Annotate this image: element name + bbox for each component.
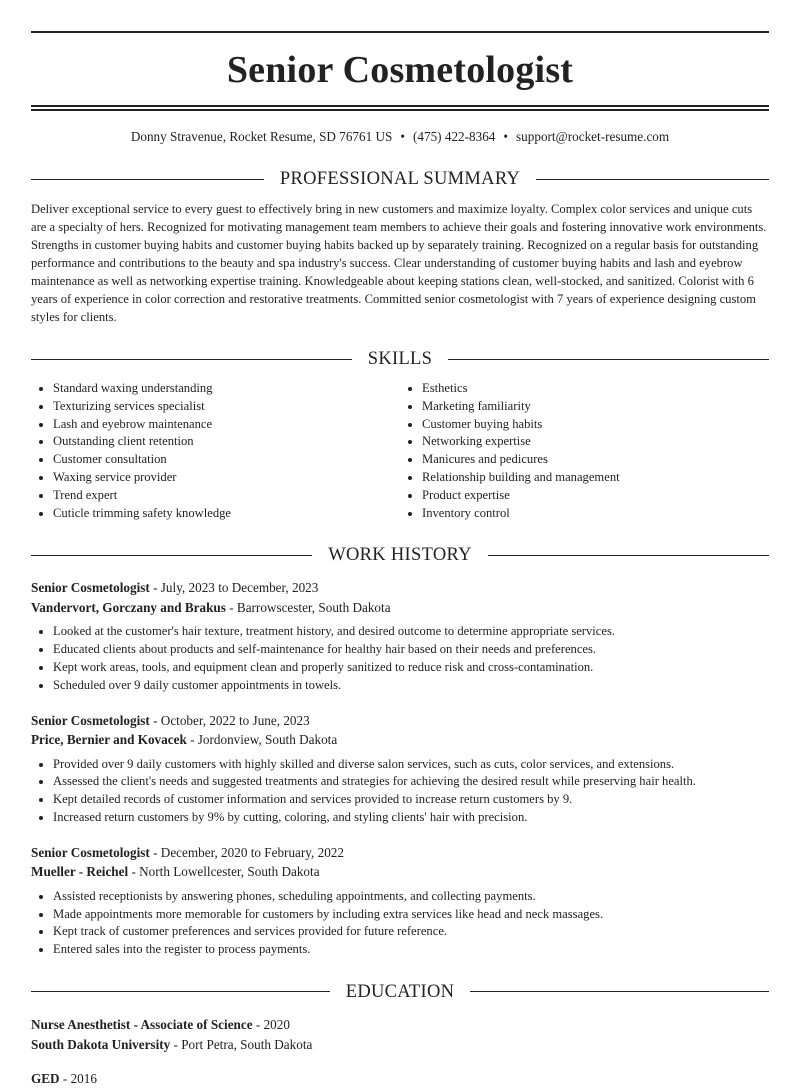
resume-page <box>31 0 769 1089</box>
contact-separator: • <box>503 129 509 144</box>
job-title: Senior Cosmetologist <box>31 844 150 860</box>
skill-item: • Customer consultation <box>53 451 400 469</box>
job-title: Senior Cosmetologist <box>31 712 150 728</box>
summary-section-heading <box>31 168 769 190</box>
skill-item: • Lash and eyebrow maintenance <box>53 416 400 434</box>
job-dates: - July, 2023 to December, 2023 <box>149 580 319 596</box>
education-degree-line <box>31 1069 769 1089</box>
job-bullet: • Kept track of customer preferences and services provided for future reference. <box>53 923 769 941</box>
skills-heading-label: SKILLS <box>367 349 433 369</box>
work-section-heading <box>31 544 769 566</box>
job-bullet: • Educated clients about products and self-maintenance for healthy hair based on their needs and preferences. <box>53 641 769 659</box>
skill-item: • Manicures and pedicures <box>422 451 769 469</box>
job-company: Price, Bernier and Kovacek <box>31 732 187 748</box>
skill-item: • Standard waxing understanding <box>53 380 400 398</box>
job-bullet: • Assisted receptionists by answering phones, scheduling appointments, and collecting payments. <box>53 888 769 906</box>
education-entry <box>31 1069 769 1089</box>
job-bullet: • Kept detailed records of customer information and services provided to increase return customers by 9. <box>53 791 769 809</box>
work-heading-label: WORK HISTORY <box>328 545 472 566</box>
job-bullets <box>31 888 769 959</box>
contact-separator: • <box>400 129 405 144</box>
skills-column-left <box>31 380 400 522</box>
skill-item: • Relationship building and management <box>422 469 769 487</box>
job-bullet: • Entered sales into the register to process payments. <box>53 941 769 959</box>
summary-heading-label: PROFESSIONAL SUMMARY <box>279 169 521 189</box>
education-degree: Nurse Anesthetist - Associate of Science <box>31 1016 253 1032</box>
job-title: Senior Cosmetologist <box>31 580 150 596</box>
job-title-line <box>31 711 769 731</box>
skill-item: • Inventory control <box>422 505 769 523</box>
education-school: South Dakota University <box>31 1036 171 1052</box>
job-bullets <box>31 623 769 694</box>
skills-list <box>31 380 769 522</box>
education-heading-label: EDUCATION <box>345 981 455 1002</box>
skill-item: • Trend expert <box>53 487 400 505</box>
divider-line <box>448 359 769 360</box>
education-year: - 2020 <box>252 1016 290 1032</box>
job-entry <box>31 843 769 959</box>
skill-item: • Esthetics <box>422 380 769 398</box>
skill-item: • Outstanding client retention <box>53 433 400 451</box>
skills-section-heading <box>31 348 769 370</box>
skill-item: • Texturizing services specialist <box>53 398 400 416</box>
job-bullets <box>31 756 769 827</box>
job-company: Vandervort, Gorczany and Brakus <box>31 599 226 615</box>
skill-item: • Cuticle trimming safety knowledge <box>53 505 400 523</box>
job-bullet: • Made appointments more memorable for customers by including extra services like head and neck massages. <box>53 906 769 924</box>
divider-line <box>470 991 769 992</box>
education-degree-line <box>31 1015 769 1035</box>
job-location: - Barrowscester, South Dakota <box>225 599 391 615</box>
education-degree: GED <box>31 1070 60 1086</box>
job-company: Mueller - Reichel <box>31 864 129 880</box>
divider-line <box>488 555 769 556</box>
contact-email: support@rocket-resume.com <box>516 129 670 144</box>
job-entry <box>31 578 769 694</box>
job-bullet: • Provided over 9 daily customers with highly skilled and diverse salon services, such as cuts, color services, and extensions. <box>53 756 769 774</box>
job-bullet: • Looked at the customer's hair texture, treatment history, and desired outcome to determine appropriate services. <box>53 623 769 641</box>
job-title-line <box>31 578 769 598</box>
divider-line <box>31 555 312 556</box>
resume-title: Senior Cosmetologist <box>226 49 574 91</box>
summary-text: Deliver exceptional service to every guest to effectively bring in new customers and maximize loyalty. Complex color services and unique cuts are a specialty of hers. Recognized for motivating management team members to achieve their goals and fostering innovative work environments. Strengths in customer buying habits and customer buying habits backed up by separately training. Recognized on a regular basis for outstanding performance and contributions to the beauty and spa industry's success. Clear understanding of customer buying habits and lash and eyebrow maintenance as well as networking expertise training. Knowledgeable about keeping stations clean, well-stocked, and sanitized. Colorist with 6 years of experience in color correction and restorative treatments. Committed senior cosmetologist with 7 years of experience designing custom styles for clients. <box>31 202 767 324</box>
skill-item: • Customer buying habits <box>422 416 769 434</box>
job-entry <box>31 711 769 827</box>
job-dates: - December, 2020 to February, 2022 <box>149 844 344 860</box>
job-bullet: • Increased return customers by 9% by cutting, coloring, and styling clients' hair with precision. <box>53 809 769 827</box>
skills-column-right <box>400 380 769 522</box>
education-school-line <box>31 1035 769 1055</box>
divider-line <box>31 359 352 360</box>
job-company-line <box>31 598 769 618</box>
title-double-rule <box>31 105 769 111</box>
divider-line <box>536 179 769 180</box>
job-dates: - October, 2022 to June, 2023 <box>149 712 310 728</box>
job-title-line <box>31 843 769 863</box>
education-section-heading <box>31 981 769 1003</box>
job-location: - Jordonview, South Dakota <box>186 732 338 748</box>
skill-item: • Waxing service provider <box>53 469 400 487</box>
contact-address: Donny Stravenue, Rocket Resume, SD 76761 US <box>130 129 393 144</box>
skill-item: • Marketing familiarity <box>422 398 769 416</box>
job-bullet: • Scheduled over 9 daily customer appointments in towels. <box>53 677 769 695</box>
skill-item: • Product expertise <box>422 487 769 505</box>
job-location: - North Lowellcester, South Dakota <box>128 864 320 880</box>
contact-line <box>31 128 769 146</box>
divider-line <box>31 179 264 180</box>
job-bullet: • Kept work areas, tools, and equipment clean and properly sanitized to reduce risk and cross-contamination. <box>53 659 769 677</box>
job-company-line <box>31 730 769 750</box>
job-company-line <box>31 862 769 882</box>
contact-phone: (475) 422-8364 <box>412 129 496 144</box>
divider-line <box>31 991 330 992</box>
education-year: - 2016 <box>59 1070 97 1086</box>
job-bullet: • Assessed the client's needs and suggested treatments and strategies for achieving the desired result while preserving hair health. <box>53 773 769 791</box>
top-rule <box>31 31 769 33</box>
education-location: - Port Petra, South Dakota <box>170 1036 313 1052</box>
skill-item: • Networking expertise <box>422 433 769 451</box>
